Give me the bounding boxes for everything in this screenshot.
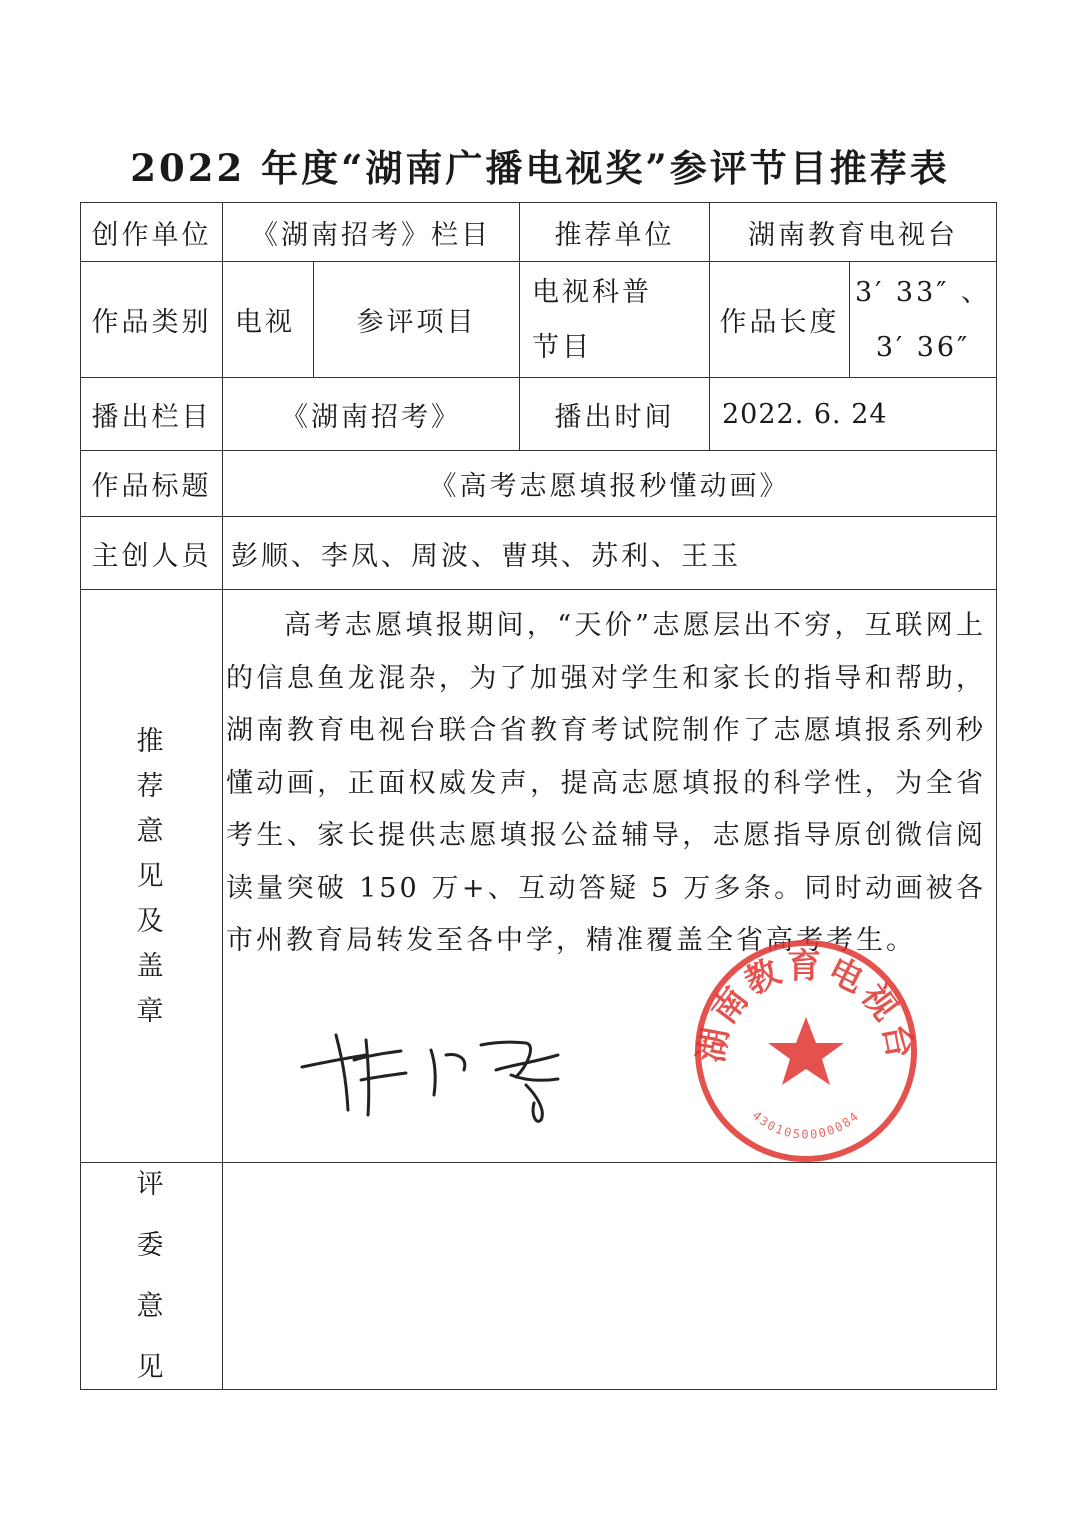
recommender-label: 推荐单位 xyxy=(519,202,710,262)
judges-label-char: 评 xyxy=(136,1169,167,1200)
svg-text:湖南教育电视台: 湖南教育电视台 xyxy=(691,946,921,1066)
column-value: 《湖南招考》 xyxy=(222,377,520,451)
opinion-label-char: 章 xyxy=(136,995,167,1027)
judges-label xyxy=(80,1162,223,1390)
length-value xyxy=(849,261,997,378)
opinion-label-char: 荐 xyxy=(136,770,167,802)
judges-label-char: 意 xyxy=(136,1291,167,1322)
category-value: 电视 xyxy=(222,261,314,378)
item-value xyxy=(519,261,710,378)
airtime-value: 2022. 6. 24 xyxy=(709,377,997,451)
creator-label: 创作单位 xyxy=(80,202,223,262)
form-title: 2022 年度“湖南广播电视奖”参评节目推荐表 xyxy=(130,146,950,190)
length-value-line1: 3′ 33″ 、 xyxy=(855,276,991,308)
work-title-value: 《高考志愿填报秒懂动画》 xyxy=(222,450,997,517)
opinion-label xyxy=(80,589,223,1163)
opinion-label-char: 及 xyxy=(136,905,167,937)
creators-label: 主创人员 xyxy=(80,516,223,590)
item-label: 参评项目 xyxy=(313,261,520,378)
opinion-label-char: 推 xyxy=(136,725,167,757)
opinion-text: 高考志愿填报期间，“天价”志愿层出不穷，互联网上的信息鱼龙混杂，为了加强对学生和家长的指导和帮助，湖南教育电视台联合省教育考试院制作了志愿填报系列秒懂动画，正面权威发声，提高志愿填报的科学性，为全省考生、家长提供志愿填报公益辅导，志愿指导原创微信阅读量突破 150 万+、互动答疑 5 万多条。同时动画被各市州教育局转发至各中学，精准覆盖全省高考考生。 xyxy=(226,610,986,956)
opinion-label-char: 见 xyxy=(136,860,167,892)
judges-label-char: 委 xyxy=(136,1230,167,1261)
creator-value: 《湖南招考》栏目 xyxy=(222,202,520,262)
airtime-label: 播出时间 xyxy=(519,377,710,451)
judges-label-char: 见 xyxy=(136,1352,167,1383)
column-label: 播出栏目 xyxy=(80,377,223,451)
length-value-line2: 3′ 36″ xyxy=(875,331,971,363)
opinion-label-char: 意 xyxy=(136,815,167,847)
red-seal-stamp xyxy=(690,935,922,1167)
svg-text:4301050000084: 4301050000084 xyxy=(749,1108,863,1142)
category-label: 作品类别 xyxy=(80,261,223,378)
handwritten-signature xyxy=(296,1015,596,1130)
length-label: 作品长度 xyxy=(709,261,850,378)
opinion-label-char: 盖 xyxy=(136,950,167,982)
item-value-line1: 电视科普 xyxy=(532,276,652,308)
item-value-line2: 节目 xyxy=(532,331,592,363)
recommender-value: 湖南教育电视台 xyxy=(709,202,997,262)
creators-value: 彭顺、李凤、周波、曹琪、苏利、王玉 xyxy=(222,516,997,590)
judges-content-cell xyxy=(222,1162,997,1390)
work-title-label: 作品标题 xyxy=(80,450,223,517)
